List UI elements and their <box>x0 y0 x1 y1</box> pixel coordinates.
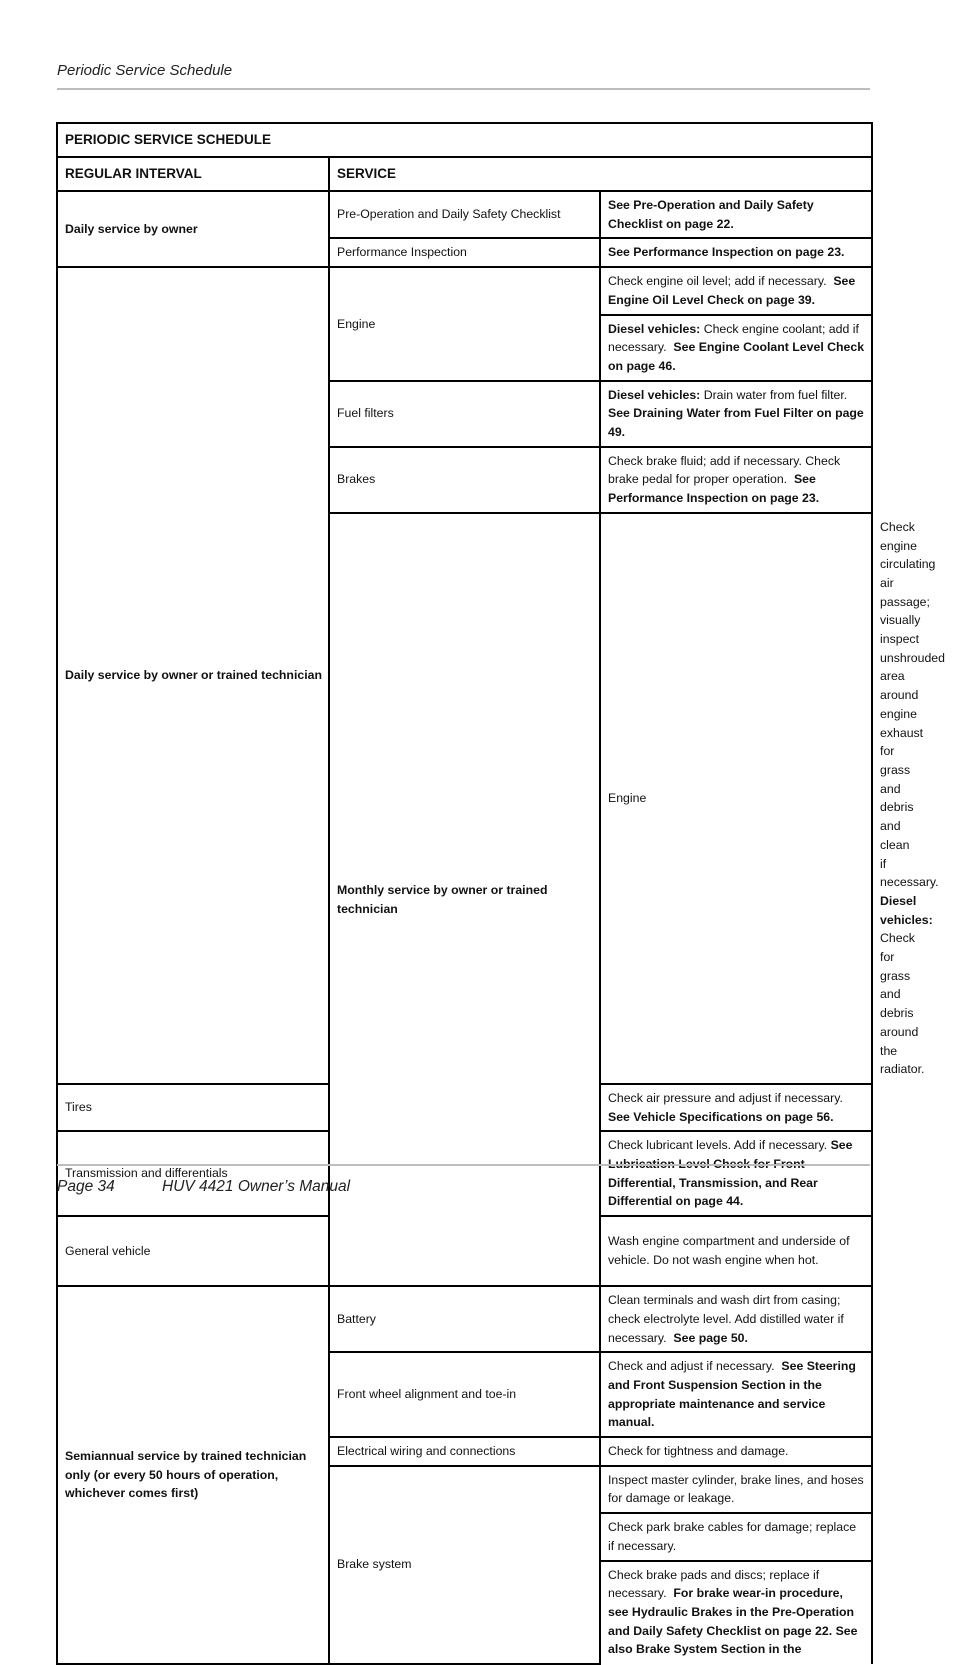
col-header-interval: REGULAR INTERVAL <box>57 157 329 191</box>
col-header-service: SERVICE <box>329 157 872 191</box>
detail-text: Check lubricant levels. Add if necessary. <box>608 1138 828 1153</box>
interval-cell: Semiannual service by trained technician only (or every 50 hours of operation, whichever comes first) <box>57 1286 329 1663</box>
detail-text: Wash engine compartment and underside of vehicle. Do not wash engine when hot. <box>608 1234 850 1268</box>
page-number: Page 34 <box>57 1178 115 1195</box>
detail-text: Clean terminals and wash dirt from casing; check electrolyte level. Add distilled water if necessary. <box>608 1293 844 1345</box>
detail-text: Check for tightness and damage. <box>608 1444 789 1459</box>
reference-text: For brake wear-in procedure, see Hydraulic Brakes in the Pre-Operation and Daily Safety Checklist on page 22. See also Brake System Section in the <box>608 1586 858 1657</box>
diesel-label: Diesel vehicles: <box>880 893 933 927</box>
service-cell: Engine <box>329 267 600 381</box>
service-cell: General vehicle <box>57 1216 329 1286</box>
diesel-label: Diesel vehicles: <box>608 321 701 336</box>
detail-text: Drain water from fuel filter. <box>703 387 848 402</box>
service-cell: Tires <box>57 1084 329 1131</box>
detail-cell <box>600 1131 872 1216</box>
table-row <box>57 267 872 314</box>
interval-cell: Daily service by owner <box>57 191 329 267</box>
table-row <box>57 1286 872 1352</box>
detail-cell <box>600 267 872 314</box>
manual-title: HUV 4421 Owner’s Manual <box>162 1178 351 1195</box>
reference-text: See Performance Inspection on page 23. <box>608 245 845 260</box>
detail-text: Check brake pads and discs; replace if necessary. <box>608 1567 820 1601</box>
detail-text: Check engine coolant; add if necessary. <box>608 321 859 355</box>
reference-text: See Vehicle Specifications on page 56. <box>608 1109 834 1124</box>
detail-text: Inspect master cylinder, brake lines, and hoses for damage or leakage. <box>608 1472 864 1506</box>
interval-cell: Monthly service by owner or trained technician <box>329 513 600 1286</box>
column-header-row <box>57 157 872 191</box>
detail-cell <box>600 1561 872 1664</box>
detail-text: Check for grass and debris around the radiator. <box>880 931 925 1077</box>
detail-cell <box>600 1513 872 1560</box>
detail-cell <box>600 1466 872 1513</box>
running-head-title: Periodic Service Schedule <box>57 62 233 79</box>
service-cell: Battery <box>329 1286 600 1352</box>
service-cell: Brake system <box>329 1466 600 1664</box>
detail-cell <box>600 1084 872 1131</box>
detail-text: Check engine oil level; add if necessary. <box>608 274 827 289</box>
header-rule <box>57 88 870 90</box>
footer-rule <box>57 1164 870 1166</box>
detail-cell <box>600 381 872 447</box>
reference-text: See Engine Coolant Level Check on page 46. <box>608 340 865 373</box>
service-cell: Performance Inspection <box>329 238 600 267</box>
detail-cell <box>600 1437 872 1466</box>
detail-text: Check engine circulating air passage; visually inspect unshrouded area around engine exhaust for grass and debris and clean if necessary. <box>880 519 945 890</box>
reference-text: See Steering and Front Suspension Section in the appropriate maintenance and service manual. <box>608 1359 856 1430</box>
detail-cell <box>600 191 872 238</box>
diesel-label: Diesel vehicles: <box>608 387 701 402</box>
detail-cell <box>600 447 872 513</box>
reference-text: See Pre-Operation and Daily Safety Checklist on page 22. <box>608 198 814 231</box>
detail-cell <box>600 315 872 381</box>
detail-cell <box>600 1352 872 1437</box>
service-cell: Electrical wiring and connections <box>329 1437 600 1466</box>
detail-text: Check park brake cables for damage; replace if necessary. <box>608 1520 857 1553</box>
reference-text: See Engine Oil Level Check on page 39. <box>608 274 856 307</box>
service-cell: Transmission and differentials <box>57 1131 329 1216</box>
detail-text: Check and adjust if necessary. <box>608 1359 775 1374</box>
service-cell: Pre-Operation and Daily Safety Checklist <box>329 191 600 238</box>
reference-text: See Draining Water from Fuel Filter on page 49. <box>608 406 864 440</box>
detail-cell <box>600 1216 872 1286</box>
table-title-row <box>57 123 872 157</box>
service-cell: Front wheel alignment and toe-in <box>329 1352 600 1437</box>
reference-text: See page 50. <box>673 1330 748 1345</box>
reference-text: See Lubrication Level Check for Front Differential, Transmission, and Rear Differential on page 44. <box>608 1138 853 1209</box>
interval-cell: Daily service by owner or trained technician <box>57 267 329 1084</box>
service-cell: Engine <box>600 513 872 1084</box>
table-row <box>57 191 872 238</box>
detail-text: Check brake fluid; add if necessary. Check brake pedal for proper operation. <box>608 453 841 487</box>
table-title: PERIODIC SERVICE SCHEDULE <box>57 123 872 157</box>
service-schedule-table <box>56 122 945 1665</box>
service-cell: Fuel filters <box>329 381 600 447</box>
detail-cell <box>600 238 872 267</box>
service-cell: Brakes <box>329 447 600 513</box>
reference-text: See Performance Inspection on page 23. <box>608 472 820 506</box>
detail-text: Check air pressure and adjust if necessary. <box>608 1090 843 1105</box>
detail-cell <box>600 1286 872 1352</box>
